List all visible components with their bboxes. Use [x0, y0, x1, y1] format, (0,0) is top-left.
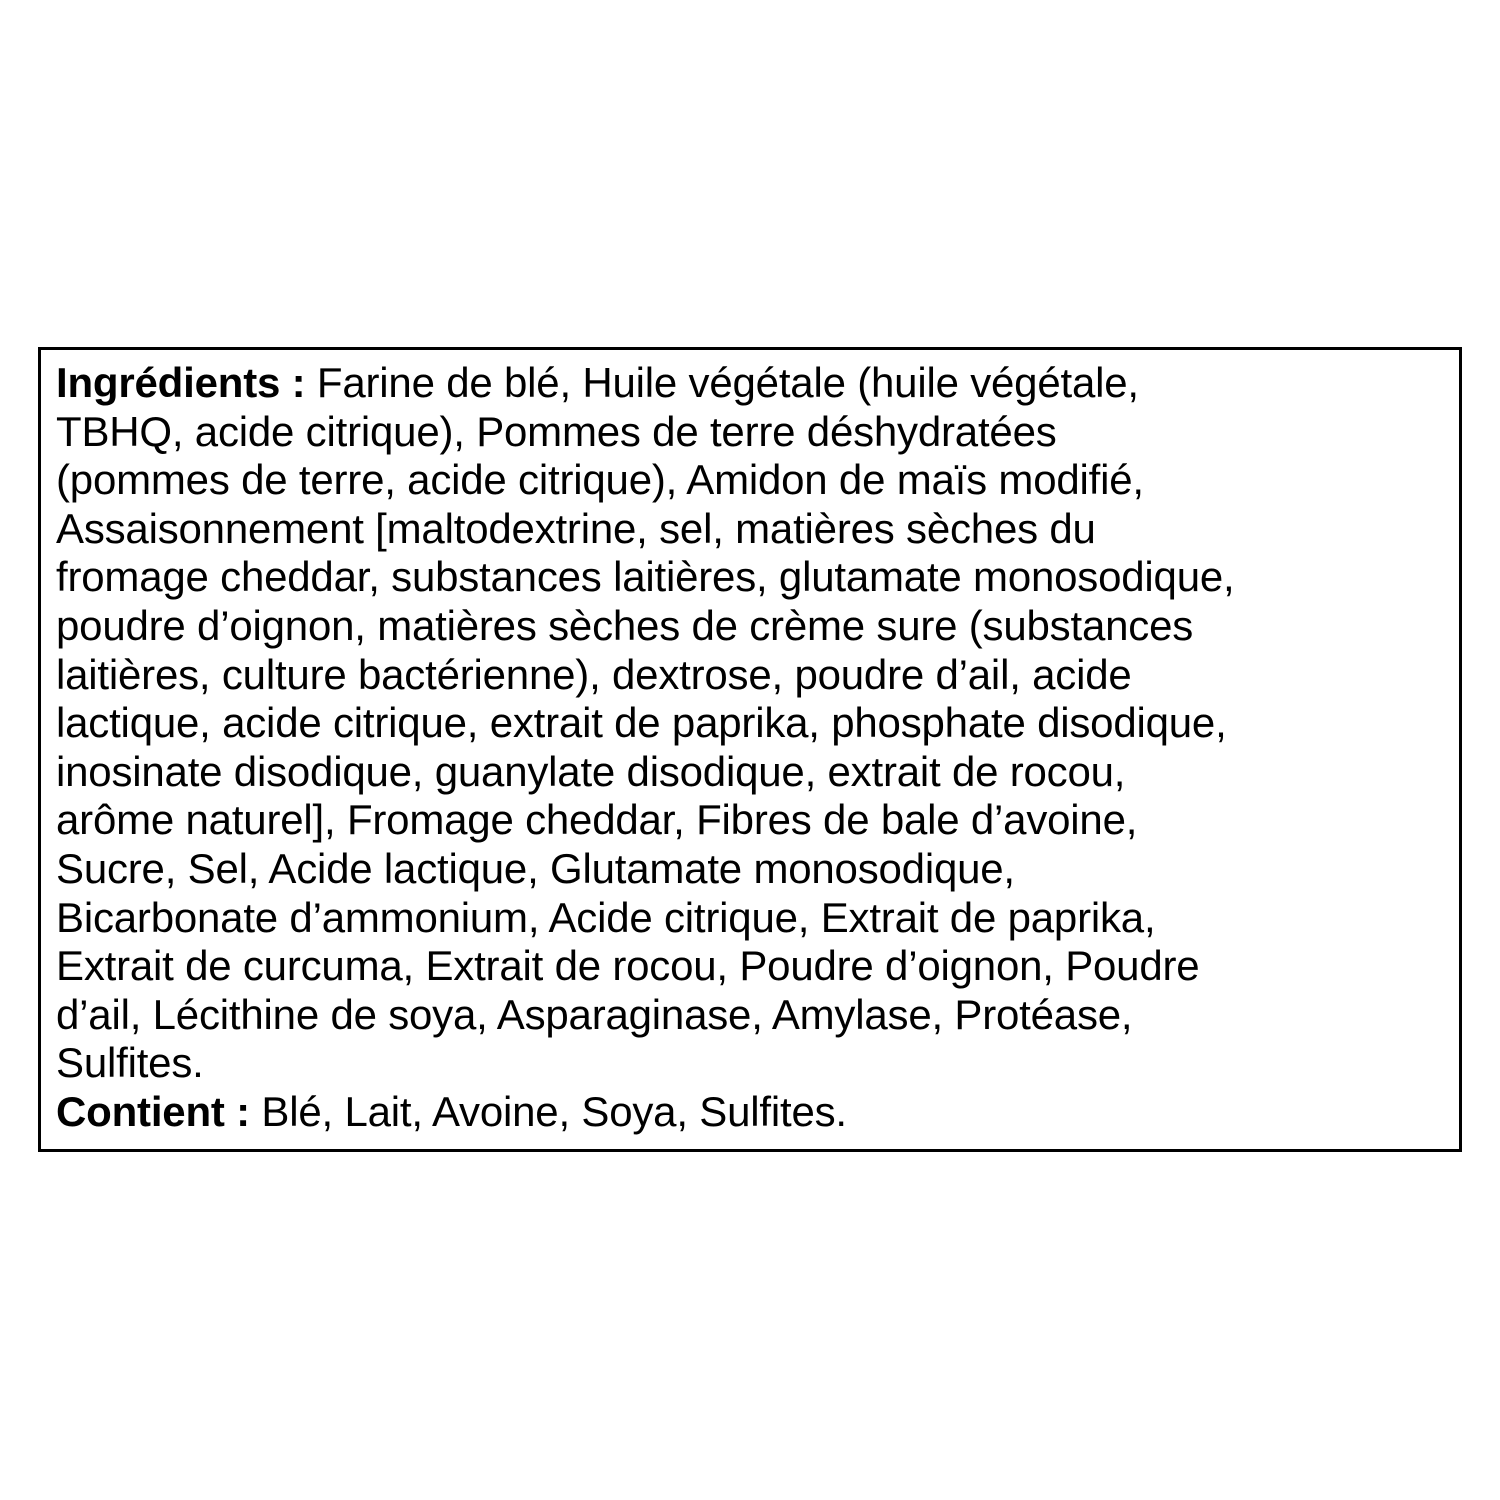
contains-heading: Contient :: [56, 1087, 250, 1135]
ingredients-line-7: laitières, culture bactérienne), dextrose, poudre d’ail, acide: [56, 650, 1132, 698]
ingredients-line-14: d’ail, Lécithine de soya, Asparaginase, Amylase, Protéase,: [56, 990, 1133, 1038]
ingredients-line-12: Bicarbonate d’ammonium, Acide citrique, Extrait de paprika,: [56, 893, 1156, 941]
ingredients-line-8: lactique, acide citrique, extrait de paprika, phosphate disodique,: [56, 699, 1227, 747]
ingredients-label-box: [38, 347, 1462, 1152]
ingredients-line-6: poudre d’oignon, matières sèches de crème sure (substances: [56, 601, 1194, 649]
contains-text: Blé, Lait, Avoine, Soya, Sulfites.: [249, 1087, 847, 1135]
ingredients-text: Farine de blé, Huile végétale (huile végétale,: [305, 359, 1139, 406]
ingredients-line-13: Extrait de curcuma, Extrait de rocou, Poudre d’oignon, Poudre: [56, 942, 1200, 990]
ingredients-line-9: inosinate disodique, guanylate disodique, extrait de rocou,: [56, 747, 1126, 795]
ingredients-line-10: arôme naturel], Fromage cheddar, Fibres de bale d’avoine,: [56, 796, 1138, 844]
ingredients-line-3: (pommes de terre, acide citrique), Amidon de maïs modifié,: [56, 456, 1144, 504]
ingredients-line-2: TBHQ, acide citrique), Pommes de terre déshydratées: [56, 407, 1057, 455]
ingredients-line-4: Assaisonnement [maltodextrine, sel, matières sèches du: [56, 504, 1096, 552]
ingredients-line-5: fromage cheddar, substances laitières, glutamate monosodique,: [56, 553, 1235, 601]
ingredients-heading: Ingrédients :: [56, 359, 306, 406]
contains-line: [56, 1088, 1445, 1137]
ingredients-line-11: Sucre, Sel, Acide lactique, Glutamate monosodique,: [56, 844, 1015, 892]
ingredients-line-15: Sulfites.: [56, 1039, 204, 1087]
ingredients-line-1: [56, 359, 1445, 408]
